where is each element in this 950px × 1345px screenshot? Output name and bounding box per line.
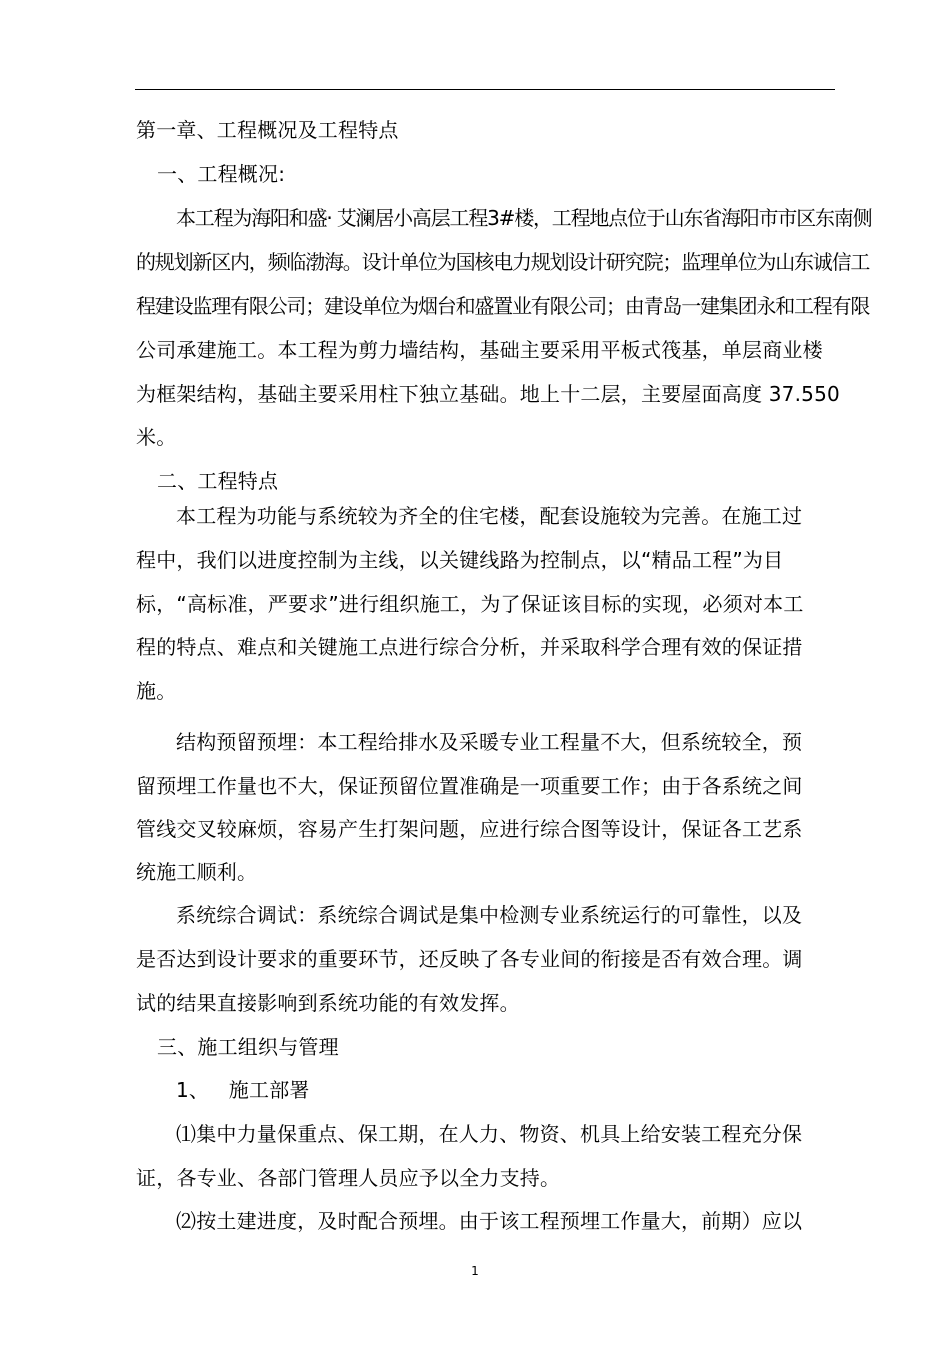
overview-line-2: 的规划新区内，频临渤海。设计单位为国核电力规划设计研究院；监理单位为山东诚信工 <box>136 250 870 274</box>
features-line-1: 本工程为功能与系统较为齐全的住宅楼，配套设施较为完善。在施工过 <box>176 504 803 528</box>
features-line-3: 标，“高标准，严要求”进行组织施工，为了保证该目标的实现，必须对本工 <box>136 592 804 616</box>
header-rule <box>135 89 835 90</box>
overview-line-6: 米。 <box>136 425 177 449</box>
overview-line-1: 本工程为海阳和盛· 艾澜居小高层工程3#楼，工程地点位于山东省海阳市市区东南侧 <box>176 206 872 230</box>
deploy-item1-line-1: ⑴集中力量保重点、保工期，在人力、物资、机具上给安装工程充分保 <box>176 1122 803 1146</box>
embed-line-4: 统施工顺利。 <box>136 860 258 884</box>
chapter-title: 第一章、工程概况及工程特点 <box>136 118 399 142</box>
overview-heading: 一、工程概况: <box>157 162 286 186</box>
debug-line-3: 试的结果直接影响到系统功能的有效发挥。 <box>136 991 520 1015</box>
features-heading: 二、工程特点 <box>157 469 279 493</box>
embed-line-1: 结构预留预埋：本工程给排水及采暖专业工程量不大，但系统较全，预 <box>176 730 803 754</box>
features-line-5: 施。 <box>136 679 177 703</box>
org-heading: 三、施工组织与管理 <box>157 1035 339 1059</box>
debug-line-1: 系统综合调试：系统综合调试是集中检测专业系统运行的可靠性，以及 <box>176 903 803 927</box>
overview-line-5: 为框架结构，基础主要采用柱下独立基础。地上十二层，主要屋面高度 37.550 <box>136 382 840 406</box>
deploy-item2-line-1: ⑵按土建进度，及时配合预埋。由于该工程预埋工作量大，前期）应以 <box>176 1209 803 1233</box>
features-line-2: 程中，我们以进度控制为主线，以关键线路为控制点，以“精品工程”为目 <box>136 548 784 572</box>
overview-line-3: 程建设监理有限公司；建设单位为烟台和盛置业有限公司；由青岛一建集团永和工程有限 <box>136 294 870 318</box>
deploy-item1-line-2: 证，各专业、各部门管理人员应予以全力支持。 <box>136 1166 561 1190</box>
page-number: 1 <box>471 1264 479 1278</box>
features-line-4: 程的特点、难点和关键施工点进行综合分析，并采取科学合理有效的保证措 <box>136 635 803 659</box>
overview-line-4: 公司承建施工。本工程为剪力墙结构，基础主要采用平板式筏基，单层商业楼 <box>136 338 823 362</box>
embed-line-3: 管线交叉较麻烦，容易产生打架问题，应进行综合图等设计，保证各工艺系 <box>136 817 803 841</box>
deploy-heading: 1、 施工部署 <box>176 1078 310 1102</box>
embed-line-2: 留预埋工作量也不大，保证预留位置准确是一项重要工作；由于各系统之间 <box>136 774 803 798</box>
debug-line-2: 是否达到设计要求的重要环节，还反映了各专业间的衔接是否有效合理。调 <box>136 947 803 971</box>
